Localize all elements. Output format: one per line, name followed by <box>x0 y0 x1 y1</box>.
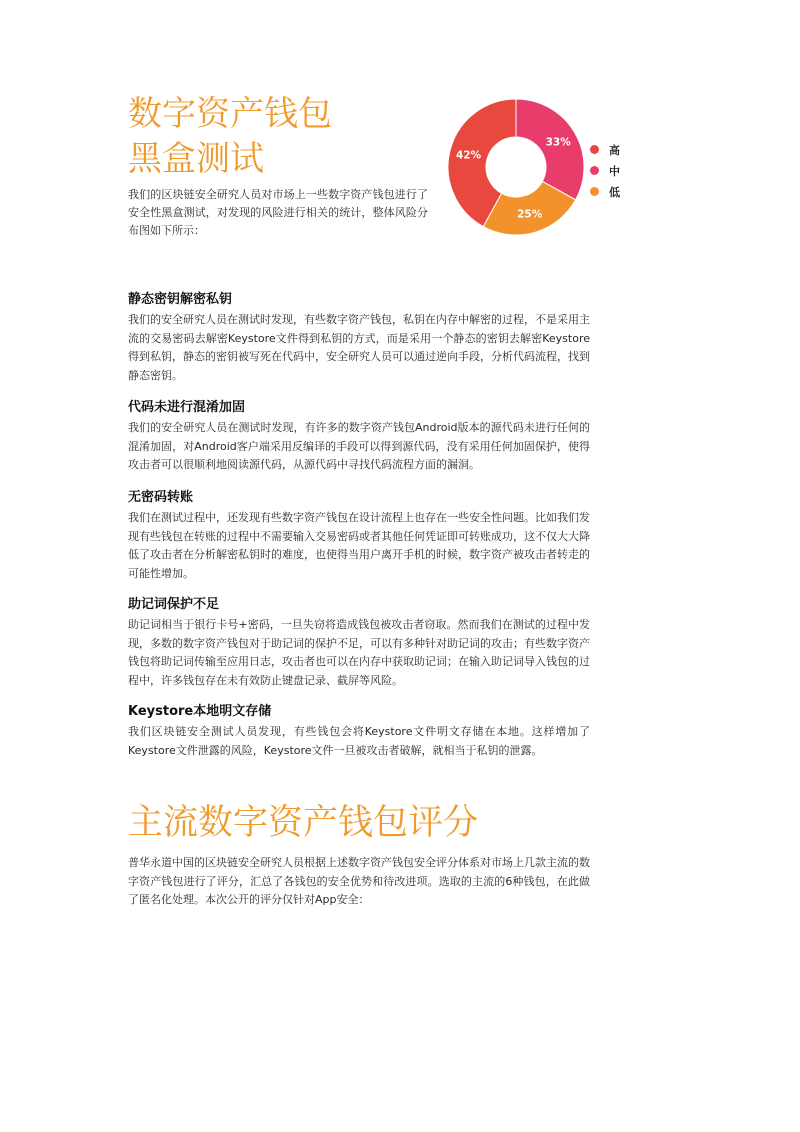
section-heading-obfuscation: 代码未进行混淆加固 <box>128 400 246 415</box>
legend-item-medium <box>590 160 620 181</box>
risk-donut-chart <box>446 97 586 237</box>
section-2-body: 普华永道中国的区块链安全研究人员根据上述数字资产钱包安全评分体系对市场上几款主流的数字资产钱包进行了评分，汇总了各钱包的安全优势和待改进项。选取的主流的6种钱包，在此做了匿名化处理。本次公开的评分仅针对App安全： <box>128 856 590 906</box>
section-body-obfuscation: 我们的安全研究人员在测试时发现，有许多的数字资产钱包Android版本的源代码未进行任何的混淆加固，对Android客户端采用反编译的手段可以得到源代码，没有采用任何加固保护，使得攻击者可以很顺利地阅读源代码，从源代码中寻找代码流程方面的漏洞。 <box>128 421 590 471</box>
legend-label-medium: 中 <box>609 164 620 178</box>
donut-slice-medium <box>516 99 584 200</box>
title-line-1: 数字资产钱包 <box>128 94 332 134</box>
chart-legend <box>590 139 620 202</box>
section-2-title: 主流数字资产钱包评分 <box>128 803 479 843</box>
legend-item-low <box>590 181 620 202</box>
legend-label-low: 低 <box>609 185 620 199</box>
intro-paragraph: 我们的区块链安全研究人员对市场上一些数字资产钱包进行了安全性黑盒测试，对发现的风险进行相关的统计，整体风险分布图如下所示： <box>128 188 428 237</box>
section-body-no-password: 我们在测试过程中，还发现有些数字资产钱包在设计流程上也存在一些安全性问题。比如我们发现有些钱包在转账的过程中不需要输入交易密码或者其他任何凭证即可转账成功，这不仅大大降低了攻击者在分析解密私钥时的难度，也使得当用户离开手机的时候，数字资产被攻击者转走的可能性增加。 <box>128 511 590 580</box>
legend-label-high: 高 <box>609 143 620 157</box>
section-body-keystore: 我们区块链安全测试人员发现，有些钱包会将Keystore文件明文存储在本地。这样增加了Keystore文件泄露的风险，Keystore文件一旦被攻击者破解，就相当于私钥的泄露。 <box>128 725 590 757</box>
slice-label-medium: 33% <box>545 136 571 149</box>
section-body-static-key: 我们的安全研究人员在测试时发现，有些数字资产钱包，私钥在内存中解密的过程，不是采用主流的交易密码去解密Keystore文件得到私钥的方式，而是采用一个静态的密钥去解密Keystore得到私钥，静态的密钥被写死在代码中，安全研究人员可以通过逆向手段，分析代码流程，找到静态密钥。 <box>128 313 590 382</box>
slice-label-low: 25% <box>517 208 543 221</box>
section-body-mnemonic: 助记词相当于银行卡号+密码，一旦失窃将造成钱包被攻击者窃取。然而我们在测试的过程中发现，多数的数字资产钱包对于助记词的保护不足，可以有多种针对助记词的攻击；有些数字资产钱包将助记词传输至应用日志，攻击者也可以在内存中获取助记词；在输入助记词导入钱包的过程中，许多钱包存在未有效防止键盘记录、截屏等风险。 <box>128 618 590 687</box>
section-heading-keystore: Keystore本地明文存储 <box>128 704 272 719</box>
legend-marker-medium <box>590 166 599 175</box>
slice-label-high: 42% <box>455 149 482 162</box>
section-heading-no-password: 无密码转账 <box>128 490 194 505</box>
section-heading-mnemonic: 助记词保护不足 <box>128 597 220 612</box>
title-line-2: 黑盒测试 <box>128 139 264 179</box>
legend-marker-high <box>590 145 599 154</box>
legend-item-high <box>590 139 620 160</box>
section-heading-static-key: 静态密钥解密私钥 <box>128 292 233 307</box>
page-title <box>128 92 332 182</box>
legend-marker-low <box>590 187 599 196</box>
